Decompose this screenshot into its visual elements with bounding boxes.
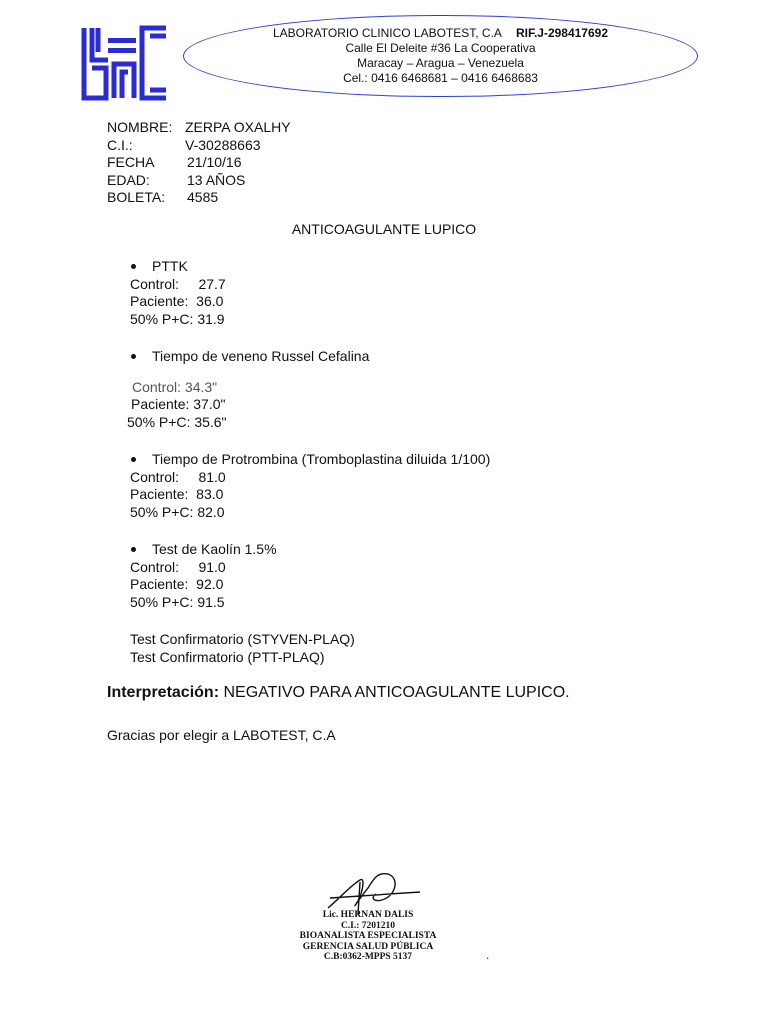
lab-logo-icon [78,24,170,102]
section-title-row [130,348,369,366]
paciente-value: Paciente: 92.0 [130,576,224,592]
section-title: Tiempo de Protrombina (Tromboplastina diluida 1/100) [152,451,491,467]
section-title-row [130,541,277,559]
section-kaolin [130,541,277,611]
confirmatorio-line: Test Confirmatorio (STYVEN-PLAQ) [130,631,355,647]
paciente-value: Paciente: 37.0" [131,396,226,412]
patient-boleta-row [107,189,291,207]
patient-ci-row [107,137,291,155]
mezcla-value: 50% P+C: 31.9 [130,310,225,327]
control-value: Control: 91.0 [130,558,226,575]
lab-rif: RIF.J-298417692 [515,26,609,40]
boleta-label: BOLETA: [107,189,166,205]
patient-edad-row [107,172,291,190]
section-pttk [130,258,226,328]
bullet-icon [131,457,136,462]
thanks-note: Gracias por elegir a LABOTEST, C.A [107,727,336,743]
control-value: Control: 34.3" [132,378,218,395]
section-title: Tiempo de veneno Russel Cefalina [152,348,370,364]
trailing-mark: . [486,948,490,962]
bullet-icon [131,547,136,552]
lab-header [183,15,698,97]
boleta-value: 4585 [187,189,219,205]
section-protrombina [130,451,490,521]
section-russel [127,348,370,431]
mezcla-value: 50% P+C: 35.6" [127,413,227,430]
interpretation-value: NEGATIVO PARA ANTICOAGULANTE LUPICO. [223,684,570,701]
control-value: Control: 27.7 [130,275,226,292]
signer-title-1: BIOANALISTA ESPECIALISTA [299,931,437,941]
edad-label: EDAD: [107,171,150,188]
interpretation [107,684,570,702]
ci-label: C.I.: [107,136,133,153]
lab-phones: Cel.: 0416 6468681 – 0416 6468683 [343,71,538,85]
fecha-label: FECHA [107,154,155,170]
paciente-value: Paciente: 83.0 [130,486,224,502]
section-title-row [130,451,490,469]
signer-title-2: GERENCIA SALUD PÚBLICA [302,941,434,952]
patient-info [107,119,291,207]
section-title: PTTK [152,258,188,274]
lab-name: LABORATORIO CLINICO LABOTEST, C.A [272,26,502,40]
nombre-label: NOMBRE: [107,119,173,135]
fecha-value: 21/10/16 [187,154,242,170]
ci-value: V-30288663 [185,136,261,153]
patient-fecha-row [107,154,291,172]
paciente-value: Paciente: 36.0 [130,293,224,309]
signer-ci: C.I.: 7201210 [340,920,396,931]
section-title-row [130,258,226,276]
interpretation-label: Interpretación: [107,684,220,701]
confirmatorio-tests [130,631,355,666]
test-title: ANTICOAGULANTE LUPICO [291,221,477,237]
signature-block [268,910,468,963]
edad-value: 13 AÑOS [187,171,246,188]
signer-cb: C.B:0362-MPPS 5137 [323,952,413,962]
mezcla-value: 50% P+C: 91.5 [130,593,225,610]
bullet-icon [131,264,136,269]
section-title: Test de Kaolín 1.5% [152,541,277,557]
bullet-icon [131,354,136,359]
mezcla-value: 50% P+C: 82.0 [130,503,225,520]
lab-address-line-1: Calle El Deleite #36 La Cooperativa [345,41,536,55]
nombre-value: ZERPA OXALHY [185,119,291,135]
confirmatorio-line: Test Confirmatorio (PTT-PLAQ) [130,648,325,665]
control-value: Control: 81.0 [130,468,226,485]
signer-name: Lic. HERNAN DALIS [322,910,414,920]
patient-nombre-row [107,119,291,137]
lab-address-line-2: Maracay – Aragua – Venezuela [357,56,524,70]
